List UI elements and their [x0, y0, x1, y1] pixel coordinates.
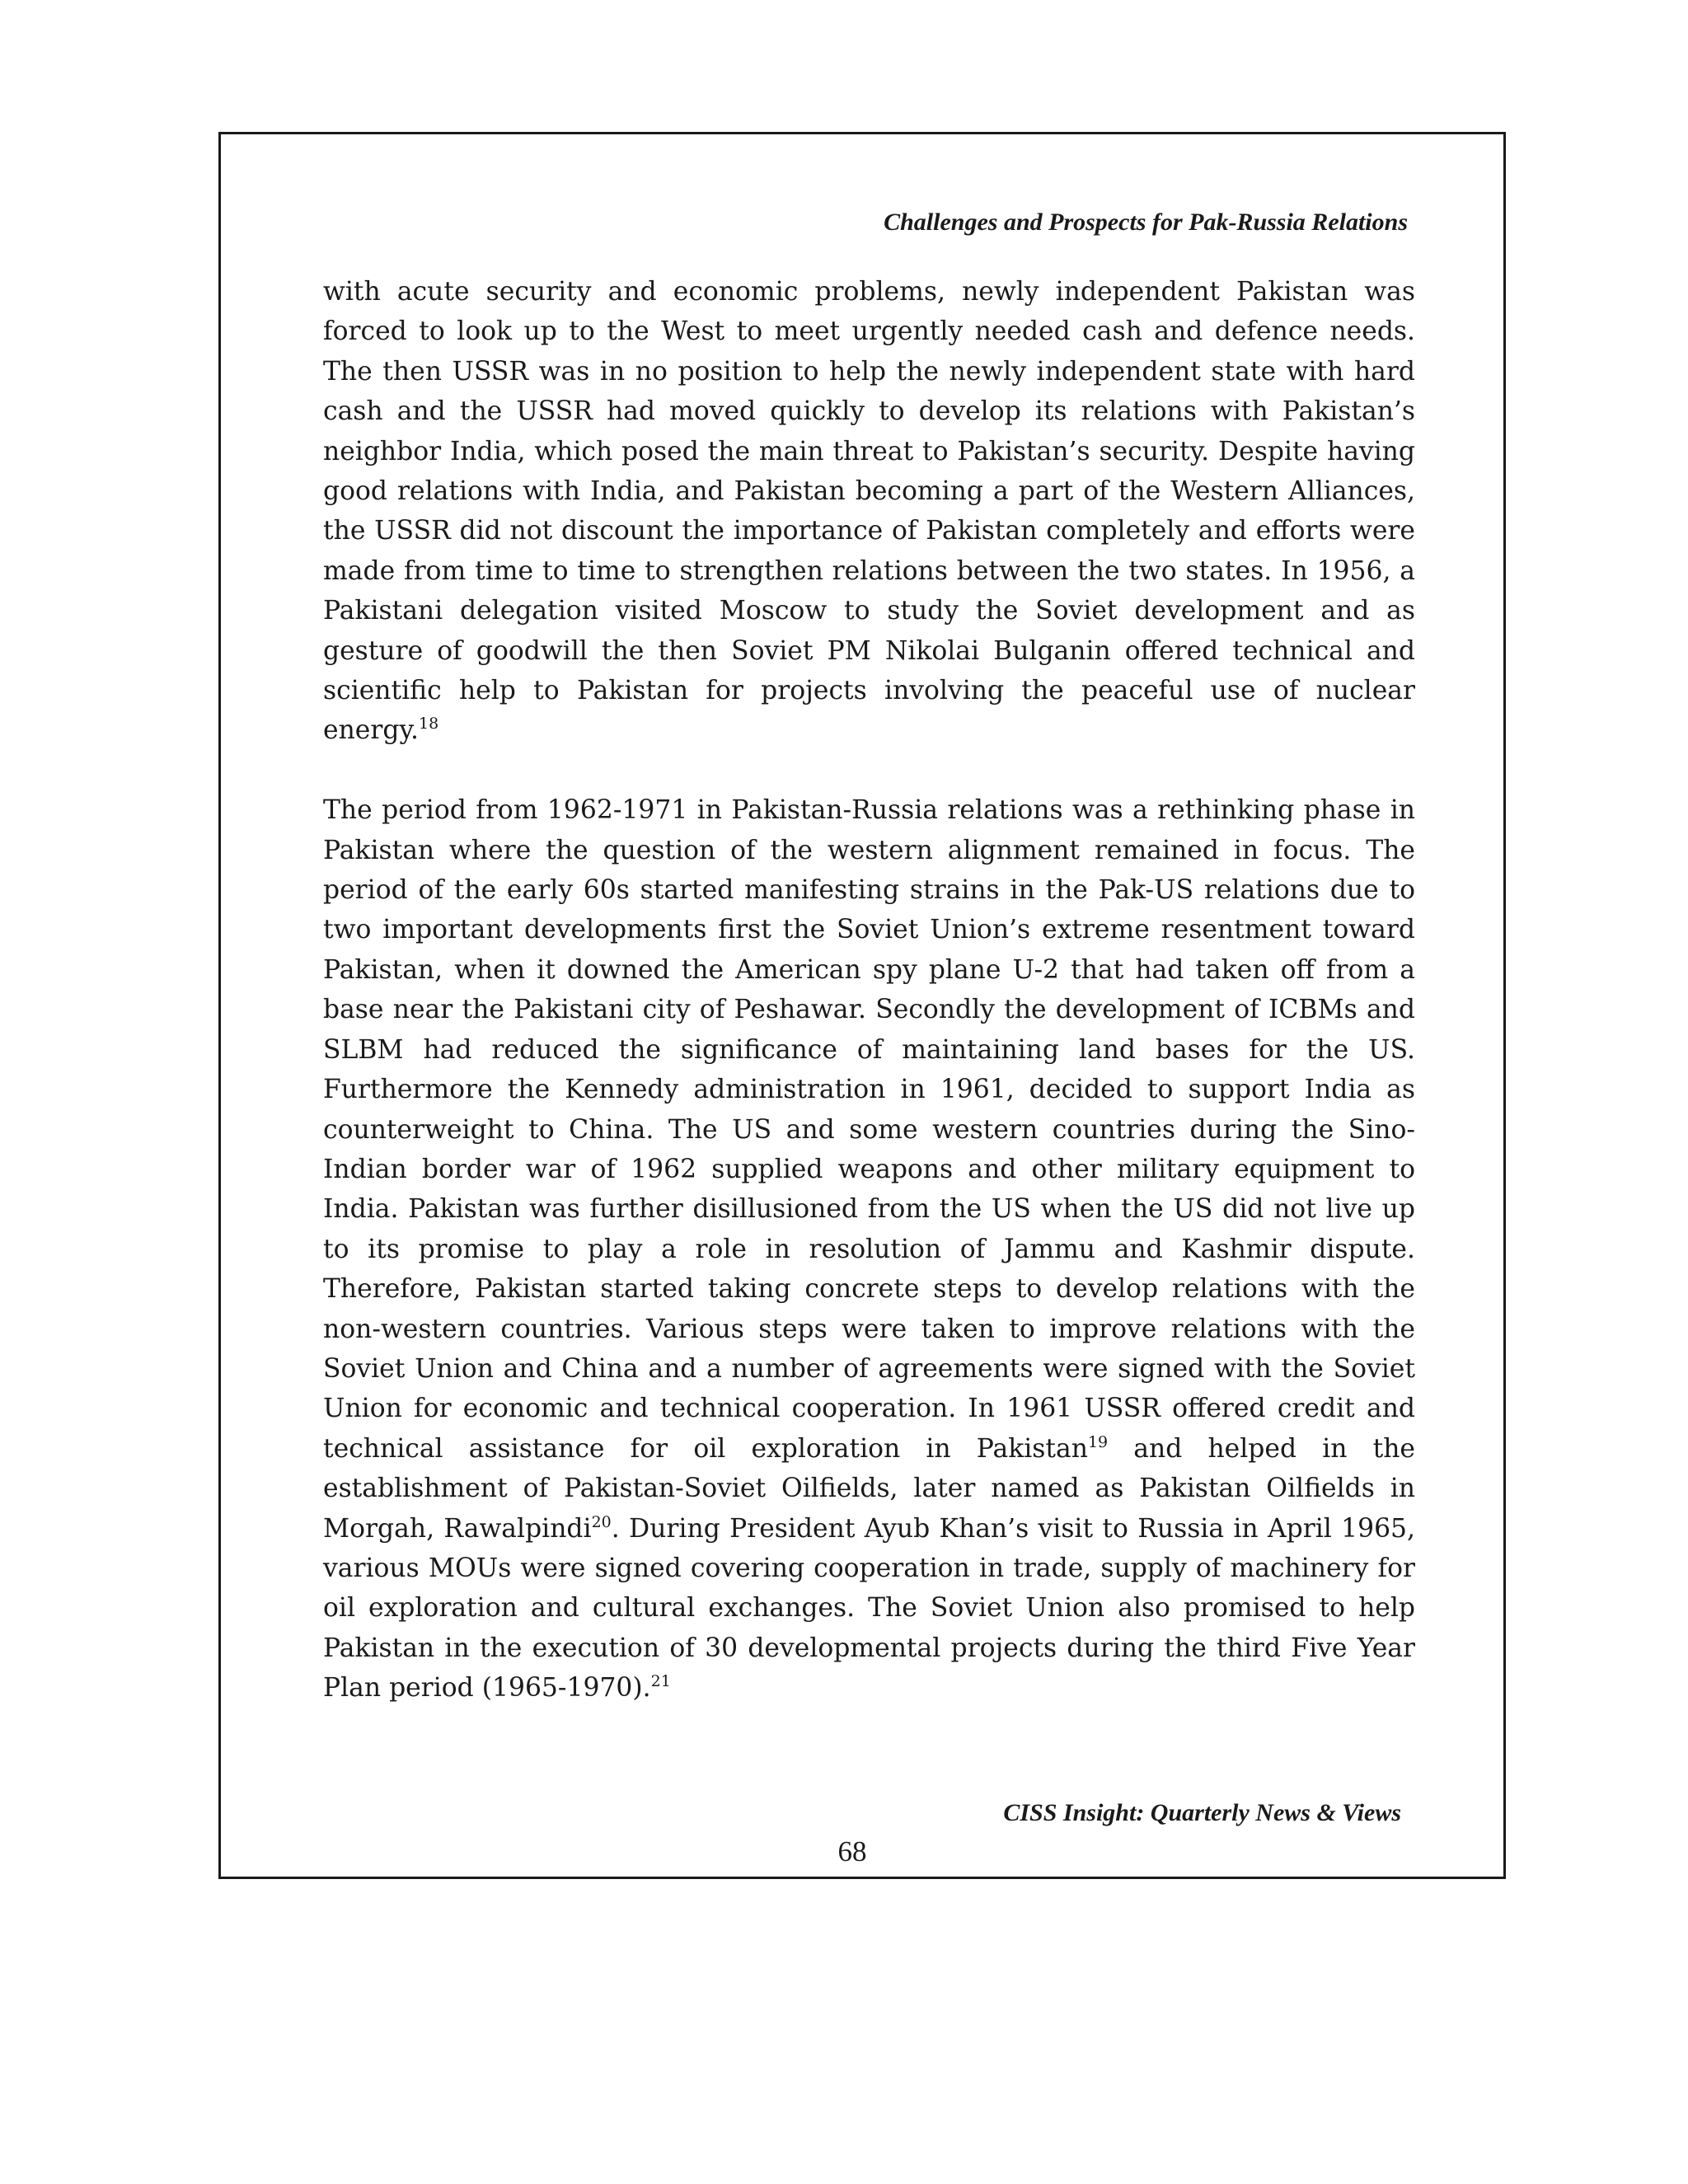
- paragraph-2-text-a: The period from 1962-1971 in Pakistan-Russia relations was a rethinking phase in Pakistan where the question of the western alignment remained in focus. The period of the early 60s started manifesting strains in the Pak-US relations due to two important developments first the Soviet Union’s extreme resentment toward Pakistan, when it downed the American spy plane U-2 that had taken off from a base near the Pakistani city of Peshawar. Secondly the development of ICBMs and SLBM had reduced the significance of maintaining land bases for the US. Furthermore the Kennedy administration in 1961, decided to support India as counterweight to China. The US and some western countries during the Sino-Indian border war of 1962 supplied weapons and other military equipment to India. Pakistan was further disillusioned from the US when the US did not live up to its promise to play a role in resolution of Jammu and Kashmir dispute. Therefore, Pakistan started taking concrete steps to develop relations with the non-western countries. Various steps were taken to improve relations with the Soviet Union and China and a number of agreements were signed with the Soviet Union for economic and technical cooperation. In 1961 USSR offered credit and technical assistance for oil exploration in Pakistan: [323, 795, 1415, 1464]
- article-body: [323, 272, 1415, 1708]
- footnote-ref-18[interactable]: 18: [419, 715, 439, 733]
- paragraph-2: [323, 790, 1415, 1708]
- page-number: 68: [837, 1835, 867, 1868]
- running-header-title: Challenges and Prospects for Pak-Russia Relations: [884, 209, 1408, 236]
- paragraph-1: [323, 272, 1415, 751]
- running-footer-journal: CISS Insight: Quarterly News & Views: [1003, 1799, 1401, 1826]
- paragraph-2-text-b: and helped in the establishment of Pakistan-Soviet Oilfields, later named as Pakistan Oilfields in Morgah, Rawalpindi: [323, 1433, 1416, 1544]
- paragraph-2-text-c: . During President Ayub Khan’s visit to Russia in April 1965, various MOUs were signed covering cooperation in trade, supply of machinery for oil exploration and cultural exchanges. The Soviet Union also promised to help Pakistan in the execution of 30 developmental projects during the third Five Year Plan period (1965-1970).: [323, 1513, 1415, 1704]
- footnote-ref-20[interactable]: 20: [591, 1512, 612, 1531]
- paragraph-1-text: with acute security and economic problems, newly independent Pakistan was forced to look up to the West to meet urgently needed cash and defence needs. The then USSR was in no position to help the newly independent state with hard cash and the USSR had moved quickly to develop its relations with Pakistan’s neighbor India, which posed the main threat to Pakistan’s security. Despite having good relations with India, and Pakistan becoming a part of the Western Alliances, the USSR did not discount the importance of Pakistan completely and efforts were made from time to time to strengthen relations between the two states. In 1956, a Pakistani delegation visited Moscow to study the Soviet development and as gesture of goodwill the then Soviet PM Nikolai Bulganin offered technical and scientific help to Pakistan for projects involving the peaceful use of nuclear energy.: [323, 277, 1415, 746]
- footnote-ref-19[interactable]: 19: [1087, 1433, 1109, 1451]
- footnote-ref-21[interactable]: 21: [650, 1672, 671, 1691]
